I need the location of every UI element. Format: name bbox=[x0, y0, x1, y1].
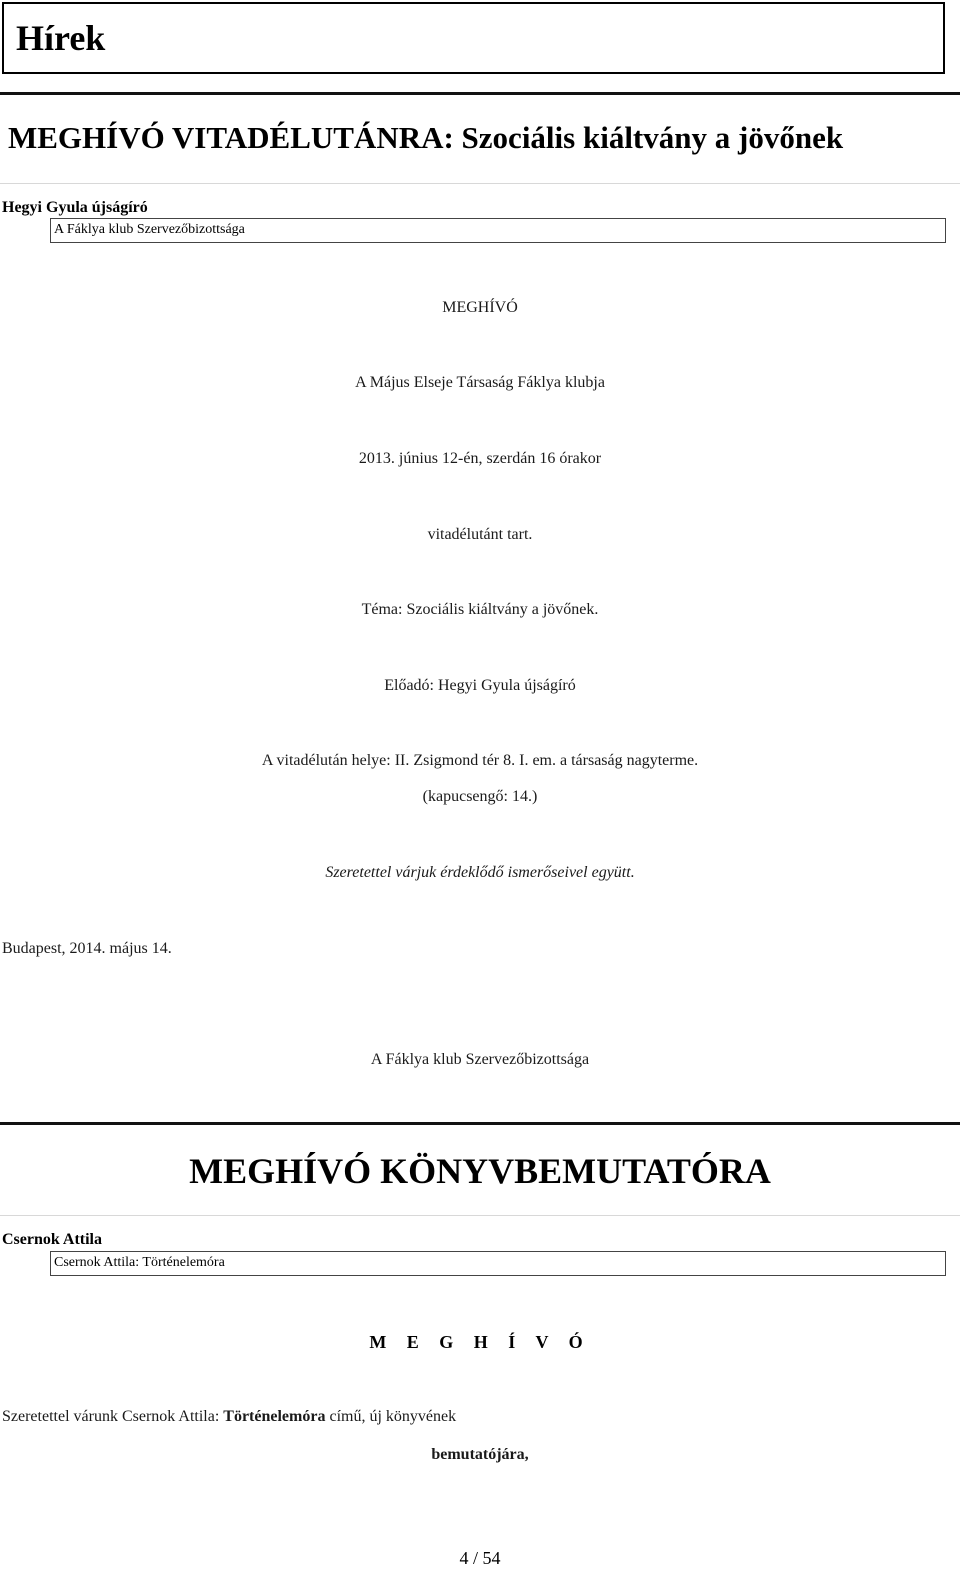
header-box bbox=[2, 2, 945, 74]
article-source: A Fáklya klub Szervezőbizottsága bbox=[50, 218, 946, 243]
topic-line: Téma: Szociális kiáltvány a jövőnek. bbox=[361, 601, 599, 618]
article-author: Hegyi Gyula újságíró bbox=[2, 199, 148, 216]
page-number: 4 / 54 bbox=[459, 1548, 501, 1568]
intro-line bbox=[2, 1407, 456, 1427]
date-line: 2013. június 12-én, szerdán 16 órakor bbox=[358, 450, 602, 467]
venue-line: A vitadélután helye: II. Zsigmond tér 8. I. em. a társaság nagyterme. bbox=[261, 752, 699, 769]
speaker-line: Előadó: Hegyi Gyula újságíró bbox=[384, 677, 576, 694]
intro-prefix: Szeretettel várunk Csernok Attila: bbox=[2, 1408, 224, 1425]
section-divider bbox=[0, 92, 960, 95]
title-underline bbox=[0, 183, 960, 184]
place-date: Budapest, 2014. május 14. bbox=[2, 940, 172, 957]
section-divider bbox=[0, 1122, 960, 1125]
organizer-line: A Május Elseje Társaság Fáklya klubja bbox=[355, 374, 605, 391]
article-author: Csernok Attila bbox=[2, 1231, 102, 1248]
presentation-line: bemutatójára, bbox=[431, 1446, 529, 1463]
intro-suffix: című, új könyvének bbox=[325, 1408, 457, 1425]
closing-line: Szeretettel várjuk érdeklődő ismerőseivel együtt. bbox=[325, 864, 635, 881]
invite-heading: M E G H Í V Ó bbox=[369, 1332, 591, 1352]
event-line: vitadélutánt tart. bbox=[427, 526, 533, 543]
article-source: Csernok Attila: Történelemóra bbox=[50, 1251, 946, 1276]
page-header-title: Hírek bbox=[16, 18, 106, 58]
article-title: MEGHÍVÓ KÖNYVBEMUTATÓRA bbox=[189, 1151, 771, 1191]
signature: A Fáklya klub Szervezőbizottsága bbox=[370, 1051, 590, 1068]
invite-heading: MEGHÍVÓ bbox=[442, 299, 518, 316]
article-title: MEGHÍVÓ VITADÉLUTÁNRA: Szociális kiáltvány a jövőnek bbox=[8, 120, 844, 155]
title-underline bbox=[0, 1215, 960, 1216]
doorbell-line: (kapucsengő: 14.) bbox=[422, 788, 538, 805]
book-title: Történelemóra bbox=[223, 1408, 326, 1425]
